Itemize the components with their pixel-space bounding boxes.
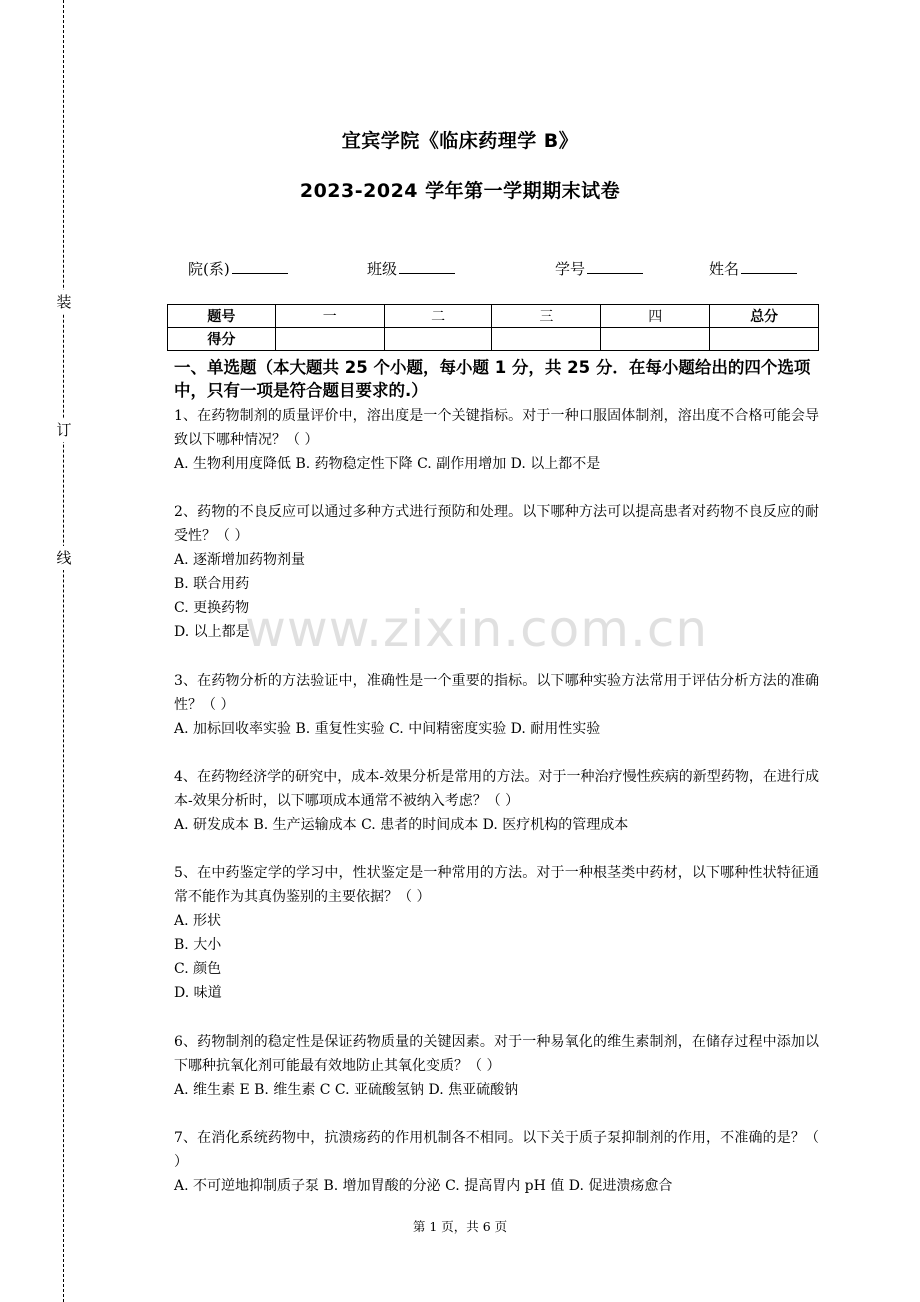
question-option: C. 颜色 — [174, 961, 222, 977]
question-options: A. 生物利用度降低 B. 药物稳定性下降 C. 副作用增加 D. 以上都不是 — [174, 456, 601, 472]
department-field[interactable] — [188, 258, 288, 279]
question-options: A. 研发成本 B. 生产运输成本 C. 患者的时间成本 D. 医疗机构的管理成本 — [174, 817, 629, 833]
question-number-header: 题号 — [168, 305, 276, 328]
binding-char-xian: 线 — [56, 546, 72, 570]
question-options: A. 不可逆地抑制质子泵 B. 增加胃酸的分泌 C. 提高胃内 pH 值 D. 促进溃疡愈合 — [174, 1178, 673, 1194]
section-col-2: 二 — [384, 305, 492, 328]
question-stem: 5、在中药鉴定学的学习中，性状鉴定是一种常用的方法。对于一种根茎类中药材，以下哪种性状特征通常不能作为其真伪鉴别的主要依据？（ ） — [174, 865, 819, 905]
question-stem: 4、在药物经济学的研究中，成本-效果分析是常用的方法。对于一种治疗慢性疾病的新型药物，在进行成本-效果分析时，以下哪项成本通常不被纳入考虑？（ ） — [174, 769, 819, 809]
score-table — [167, 304, 819, 351]
student-id-field[interactable] — [555, 258, 643, 279]
question-option: B. 大小 — [174, 937, 222, 953]
class-blank[interactable] — [399, 259, 455, 274]
student-id-label: 学号 — [555, 260, 586, 278]
class-field[interactable] — [367, 258, 455, 279]
exam-title: 宜宾学院《临床药理学 B》 — [341, 130, 579, 152]
binding-char-ding: 订 — [56, 418, 72, 442]
score-cell[interactable] — [275, 328, 384, 351]
section-col-1: 一 — [275, 305, 384, 328]
question-stem: 3、在药物分析的方法验证中，准确性是一个重要的指标。以下哪种实验方法常用于评估分析方法的准确性？（ ） — [174, 673, 819, 713]
class-label: 班级 — [367, 260, 398, 278]
name-label: 姓名 — [709, 260, 740, 278]
score-table-score-row — [168, 328, 819, 351]
score-table-header-row — [168, 305, 819, 328]
question-option: D. 以上都是 — [174, 624, 250, 640]
question-option: D. 味道 — [174, 985, 222, 1001]
question-option: B. 联合用药 — [174, 576, 250, 592]
score-cell[interactable] — [384, 328, 492, 351]
question-stem: 1、在药物制剂的质量评价中，溶出度是一个关键指标。对于一种口服固体制剂，溶出度不合格可能会导致以下哪种情况？（ ） — [174, 408, 819, 448]
question-options: A. 加标回收率实验 B. 重复性实验 C. 中间精密度实验 D. 耐用性实验 — [174, 721, 601, 737]
watermark: www.zixin.com.cn — [245, 600, 709, 658]
question-stem: 2、药物的不良反应可以通过多种方式进行预防和处理。以下哪种方法可以提高患者对药物不良反应的耐受性？（ ） — [174, 504, 819, 544]
question-stem: 7、在消化系统药物中，抗溃疡药的作用机制各不相同。以下关于质子泵抑制剂的作用，不准确的是？（ ） — [174, 1130, 819, 1170]
student-info-row — [0, 258, 920, 280]
name-field[interactable] — [709, 258, 797, 279]
department-blank[interactable] — [232, 259, 288, 274]
student-id-blank[interactable] — [587, 259, 643, 274]
question-option: C. 更换药物 — [174, 600, 250, 616]
name-blank[interactable] — [741, 259, 797, 274]
score-cell[interactable] — [492, 328, 601, 351]
score-cell[interactable] — [601, 328, 710, 351]
page-footer: 第 1 页，共 6 页 — [412, 1219, 508, 1234]
score-header: 得分 — [168, 328, 276, 351]
section-col-3: 三 — [492, 305, 601, 328]
question-option: A. 形状 — [174, 913, 222, 929]
section-col-4: 四 — [601, 305, 710, 328]
department-label: 院(系) — [188, 260, 230, 278]
question-option: A. 逐渐增加药物剂量 — [174, 552, 306, 568]
section-heading: 一、单选题（本大题共 25 个小题，每小题 1 分，共 25 分．在每小题给出的四个选项中，只有一项是符合题目要求的.） — [174, 358, 811, 400]
question-stem: 6、药物制剂的稳定性是保证药物质量的关键因素。对于一种易氧化的维生素制剂，在储存过程中添加以下哪种抗氧化剂可能最有效地防止其氧化变质？（ ） — [174, 1034, 819, 1074]
binding-char-zhuang: 装 — [56, 290, 72, 314]
score-cell[interactable] — [710, 328, 819, 351]
question-options: A. 维生素 E B. 维生素 C C. 亚硫酸氢钠 D. 焦亚硫酸钠 — [174, 1082, 519, 1098]
exam-subtitle: 2023-2024 学年第一学期期末试卷 — [299, 180, 621, 202]
total-score-col: 总分 — [710, 305, 819, 328]
